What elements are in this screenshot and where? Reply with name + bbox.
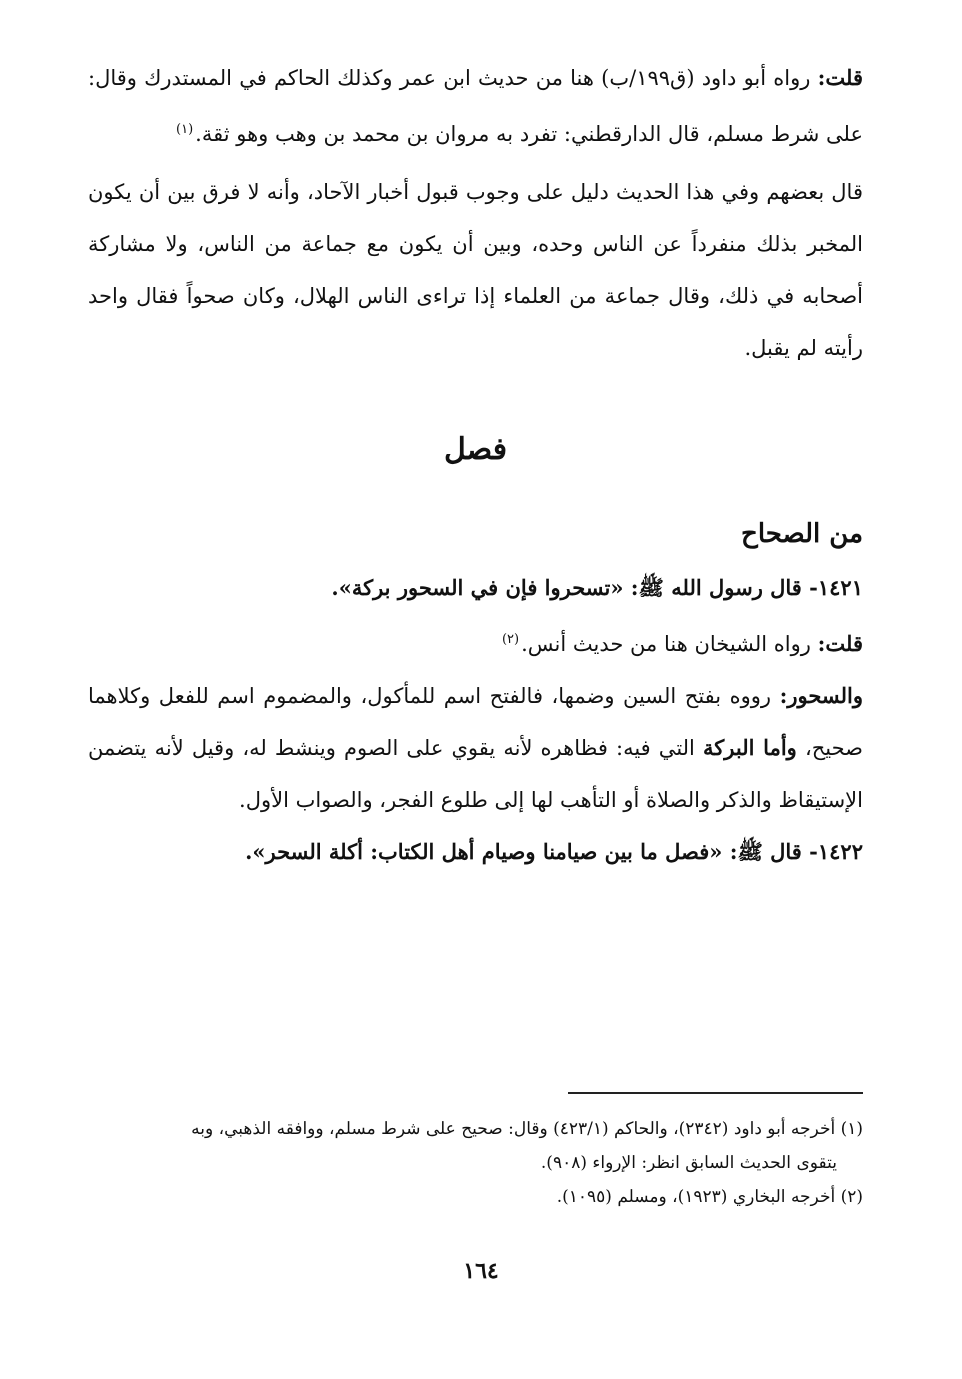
hadith-1422-number: ١٤٢٢- xyxy=(809,839,863,864)
hadith-1421 xyxy=(88,562,863,614)
footnote-1-line-2: يتقوى الحديث السابق انظر: الإرواء (٩٠٨). xyxy=(540,1153,837,1173)
paragraph-4-text-a: رووه بفتح السين وضمها، فالفتح اسم للمأكول، والمضموم اسم للفعل وكلاهما صحيح، xyxy=(88,684,863,760)
paragraph-1 xyxy=(88,52,863,160)
paragraph-3-text: رواه الشيخان هنا من حديث أنس. xyxy=(521,632,811,656)
paragraph-1-text: رواه أبو داود (ق١٩٩/ب) هنا من حديث ابن عمر وكذلك الحاكم في المستدرك وقال: على شرط مسلم، قال الدارقطني: تفرد به مروان بن محمد بن وهب وهو ثقة. xyxy=(88,66,863,146)
footnote-1 xyxy=(88,1112,863,1180)
page-number: ١٦٤ xyxy=(463,1258,499,1284)
paragraph-1-lead: قلت: xyxy=(817,65,863,90)
paragraph-4-text-b: التي فيه: فظاهره لأنه يقوي على الصوم وينشط له، وقيل لأنه يتضمن الإستيقاظ والذكر والصلاة أو التأهب لها إلى طلوع الفجر، والصواب الأول. xyxy=(88,736,863,812)
footnote-ref-1[interactable]: (١) xyxy=(176,122,194,137)
paragraph-4 xyxy=(88,670,863,826)
footnote-1-line-1: (١) أخرجه أبو داود (٢٣٤٢)، والحاكم (٤٢٣/١) وقال: صحيح على شرط مسلم، ووافقه الذهبي، وبه xyxy=(191,1119,863,1139)
paragraph-2 xyxy=(88,166,863,374)
paragraph-3-lead: قلت: xyxy=(817,631,863,656)
paragraph-4-lead-b: وأما البركة xyxy=(703,735,797,760)
footnote-ref-2[interactable]: (٢) xyxy=(501,632,520,647)
subheading: من الصحاح xyxy=(741,519,863,549)
hadith-1422 xyxy=(88,826,863,878)
paragraph-3 xyxy=(88,614,863,670)
footnote-2: (٢) أخرجه البخاري (١٩٢٣)، ومسلم (١٠٩٥). xyxy=(556,1187,863,1207)
section-title: فصل xyxy=(443,432,508,467)
hadith-1421-text: قال رسول الله ﷺ: «تسحروا فإن في السحور بركة». xyxy=(331,575,802,600)
paragraph-4-lead: والسحور: xyxy=(779,683,863,708)
footnote-divider xyxy=(568,1092,863,1094)
paragraph-2-text: قال بعضهم وفي هذا الحديث دليل على وجوب قبول أخبار الآحاد، وأنه لا فرق بين أن يكون المخبر بذلك منفرداً عن الناس وحده، وبين أن يكون مع جماعة من الناس، ولا مشاركة أصحابه في ذلك، وقال جماعة من العلماء إذا تراءى الناس الهلال، وكان صحواً فقال واحد رأيته لم يقبل. xyxy=(88,180,863,360)
footnotes-area xyxy=(88,1092,863,1214)
hadith-1422-text: قال ﷺ: «فصل ما بين صيامنا وصيام أهل الكتاب: أكلة السحر». xyxy=(245,839,802,864)
hadith-1421-number: ١٤٢١- xyxy=(809,575,863,600)
